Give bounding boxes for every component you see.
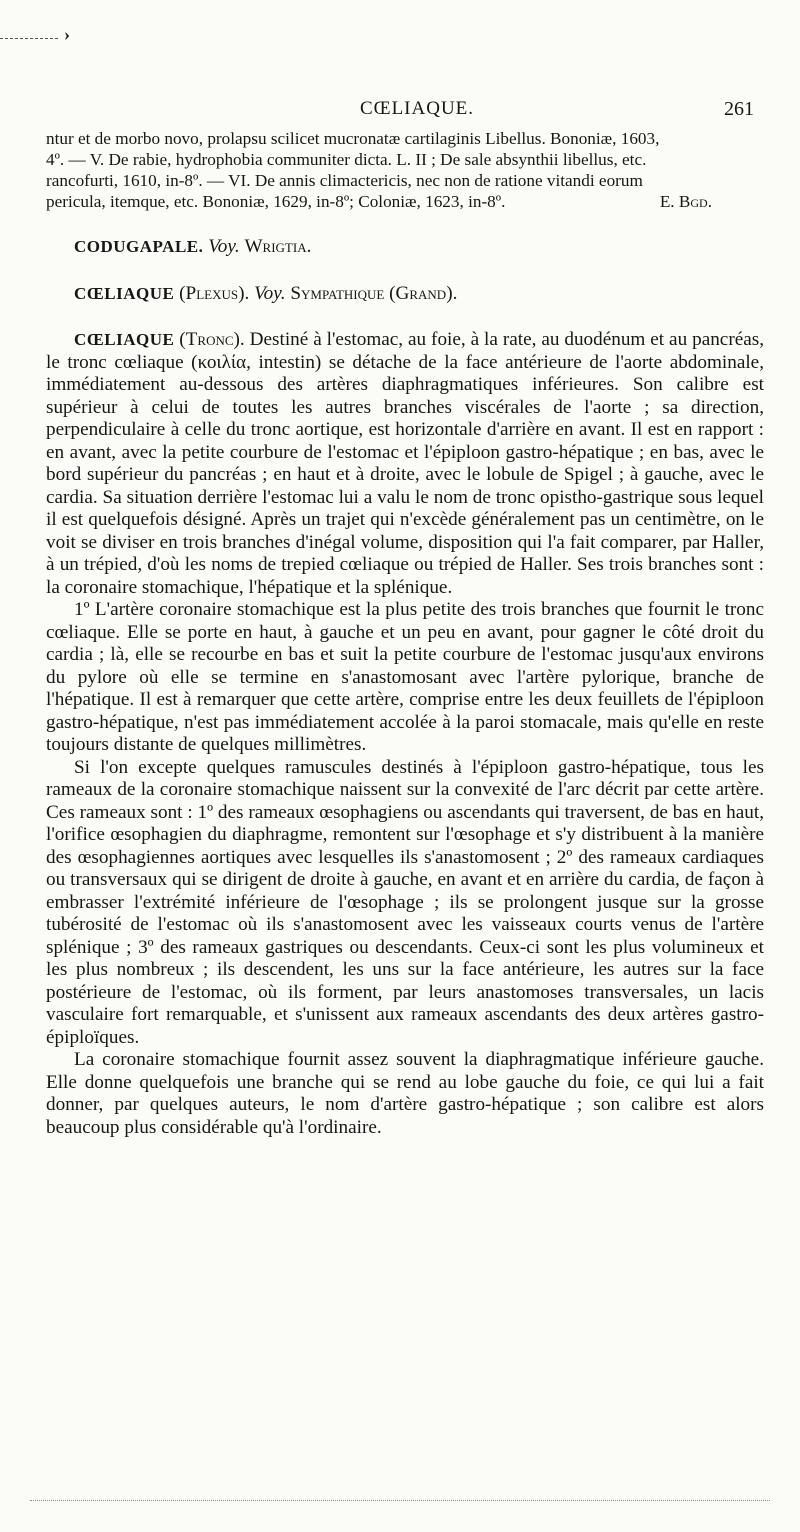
- paragraph: La coronaire stomachique fournit assez souvent la diaphragmatique inférieure gauche. Elle donne quelquefois une branche qui se rend au lobe gauche du foie, ce qui lui a fait donner, par quelques auteurs, le nom d'artère gastro-hépatique ; son calibre est alors beaucoup plus considérable qu'à l'ordinaire.: [46, 1049, 764, 1138]
- bibliography-line: rancofurti, 1610, in-8º. — VI. De annis climactericis, nec non de ratione vitandi eorum: [46, 171, 643, 190]
- headword: CŒLIAQUE: [74, 330, 175, 349]
- cross-reference: Sympathique (Grand).: [290, 282, 458, 304]
- cross-reference: Wrigtia.: [244, 236, 312, 257]
- footer-rule: [30, 1500, 770, 1501]
- qualifier: (Plexus).: [179, 282, 250, 304]
- voy-label: Voy.: [254, 282, 286, 304]
- page-body: [46, 128, 764, 1139]
- page-header: [0, 98, 800, 126]
- running-title: CŒLIAQUE.: [360, 98, 475, 119]
- entry-codugapale: [46, 236, 764, 259]
- voy-label: Voy.: [208, 236, 240, 257]
- page-number: 261: [724, 98, 754, 120]
- qualifier: (Tronc).: [179, 329, 245, 350]
- paragraph-text: Destiné à l'estomac, au foie, à la rate, au duodénum et au pancréas, le tronc cœliaque (κοιλία, intestin) se détache de la face antérieure de l'aorte abdominale, immédiatement au-dessous des artères diaphragmatiques inférieures. Son calibre est supérieur à celui de toutes les autres branches viscérales de l'aorte ; sa direction, perpendiculaire à celle du tronc aortique, est horizontale d'arrière en avant. Il est en rapport : en avant, avec la petite courbure de l'estomac et l'épiploon gastro-hépatique ; en bas, avec le bord supérieur du pancréas ; en haut et à droite, avec le lobule de Spigel ; à gauche, avec le cardia. Sa situation derrière l'estomac lui a valu le nom de tronc opistho-gastrique sous lequel il est quelquefois désigné. Après un trajet qui n'excède généralement pas un centimètre, on le voit se diviser en trois branches d'inégal volume, disposition qui l'a fait comparer, par Haller, à un trépied, d'où les noms de trepied cœliaque ou trépied de Haller. Ses trois branches sont : la coronaire stomachique, l'hépatique et la splénique.: [46, 329, 765, 598]
- author-signature: E. Bgd.: [659, 192, 712, 211]
- previous-entry-continuation: [46, 128, 764, 212]
- entry-coeliaque-plexus: [46, 283, 764, 306]
- entry-coeliaque-tronc: [46, 329, 764, 1139]
- bibliography-line: 4º. — V. De rabie, hydrophobia communiter dicta. L. II ; De sale absynthii libellus, etc.: [46, 150, 647, 169]
- margin-mark: ›: [0, 30, 80, 44]
- headword: CODUGAPALE.: [74, 237, 204, 256]
- bibliography-line: [46, 191, 764, 212]
- paragraph: [46, 329, 764, 599]
- headword: CŒLIAQUE: [74, 283, 175, 303]
- paragraph: 1º L'artère coronaire stomachique est la plus petite des trois branches que fournit le tronc cœliaque. Elle se porte en haut, à gauche et un peu en avant, pour gagner le côté droit du cardia ; là, elle se recourbe en bas et suit la petite courbure de l'estomac jusqu'aux environs du pylore où elle se termine en s'anastomosant avec l'artère pylorique, branche de l'hépatique. Il est à remarquer que cette artère, comprise entre les deux feuillets de l'épiploon gastro-hépatique, n'est pas immédiatement accolée à la paroi stomacale, mais qu'elle en reste toujours distante de quelques millimètres.: [46, 599, 764, 755]
- bibliography-line: ntur et de morbo novo, prolapsu scilicet mucronatæ cartilaginis Libellus. Bononiæ, 1603,: [46, 129, 660, 148]
- paragraph: Si l'on excepte quelques ramuscules destinés à l'épiploon gastro-hépatique, tous les rameaux de la coronaire stomachique naissent sur la convexité de l'arc décrit par cette artère. Ces rameaux sont : 1º des rameaux œsophagiens ou ascendants qui traversent, de bas en haut, l'orifice œsophagien du diaphragme, remontent sur l'œsophage et s'y distribuent à la manière des œsophagiennes aortiques avec lesquelles ils s'anastomosent ; 2º des rameaux cardiaques ou transversaux qui se dirigent de droite à gauche, en avant et en arrière du cardia, de façon à embrasser l'extrémité inférieure de l'œsophage ; ils se prolongent jusque sur la grosse tubérosité de l'estomac où ils s'anastomosent avec les vaisseaux courts venus de l'artère splénique ; 3º des rameaux gastriques ou descendants. Ceux-ci sont les plus volumineux et les plus nombreux ; ils descendent, les uns sur la face antérieure, les autres sur la face postérieure de l'estomac, où ils forment, par leurs anastomoses transversales, un lacis vasculaire fort remarquable, et s'unissent aux rameaux ascendants des deux artères gastro-épiploïques.: [46, 756, 764, 1048]
- bibliography-text: pericula, itemque, etc. Bononiæ, 1629, in-8º; Coloniæ, 1623, in-8º.: [46, 192, 506, 211]
